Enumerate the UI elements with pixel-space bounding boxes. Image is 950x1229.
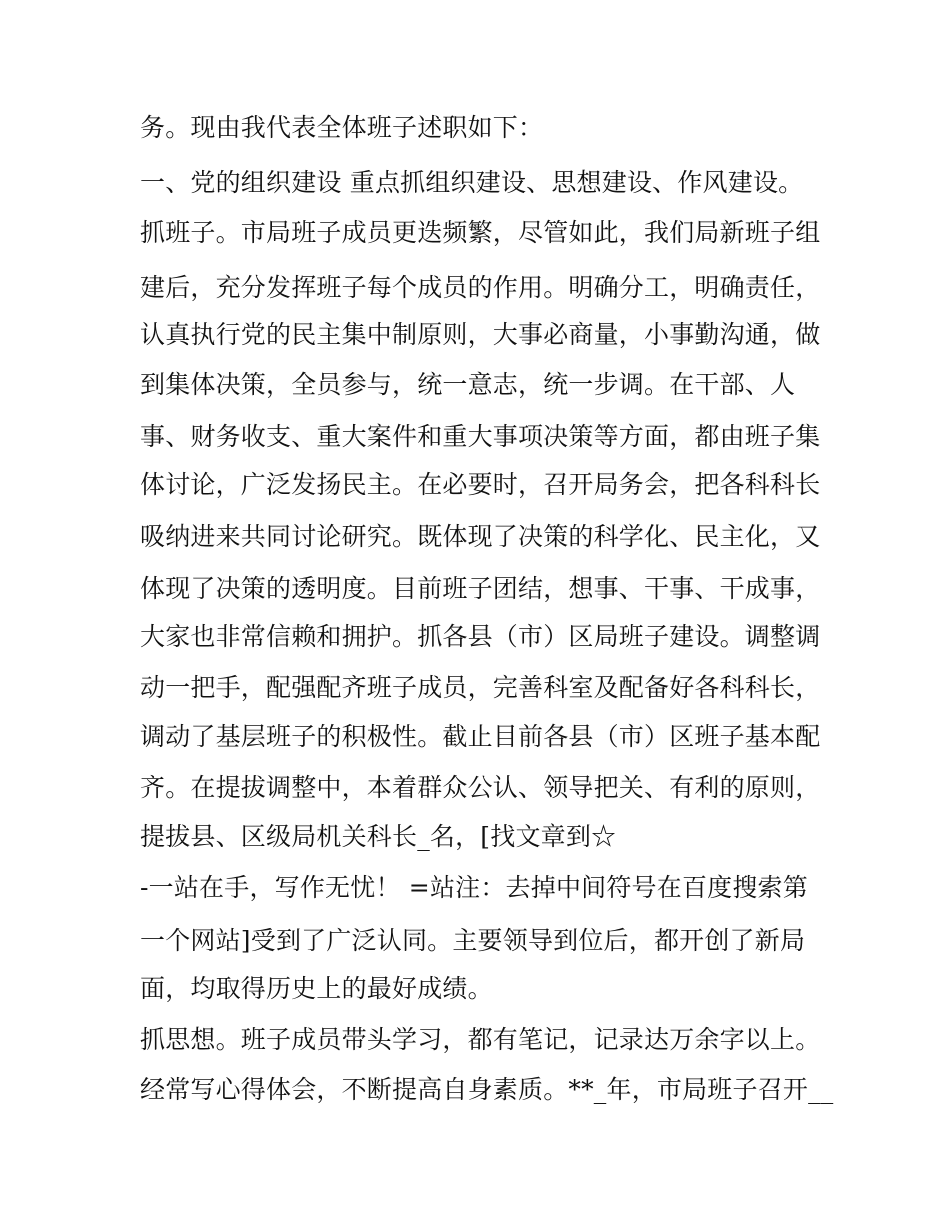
text-line: 经常写心得体会，不断提高自身素质。**_年，市局班子召开__ bbox=[140, 1075, 834, 1104]
text-line: 大家也非常信赖和拥护。抓各县（市）区局班子建设。调整调 bbox=[140, 622, 821, 651]
text-line: 务。现由我代表全体班子述职如下： bbox=[140, 113, 544, 142]
text-line: 事、财务收支、重大案件和重大事项决策等方面，都由班子集 bbox=[140, 422, 821, 451]
text-line: 抓班子。市局班子成员更迭频繁，尽管如此，我们局新班子组 bbox=[140, 218, 821, 247]
text-line: 调动了基层班子的积极性。截止目前各县（市）区班子基本配 bbox=[140, 722, 821, 751]
text-line: 一个网站]受到了广泛认同。主要领导到位后，都开创了新局 bbox=[140, 926, 806, 955]
text-line: 提拔县、区级局机关科长_名，[找文章到☆ bbox=[140, 822, 617, 851]
text-line: 吸纳进来共同讨论研究。既体现了决策的科学化、民主化，又 bbox=[140, 522, 821, 551]
text-line: 抓思想。班子成员带头学习，都有笔记，记录达万余字以上。 bbox=[140, 1025, 821, 1054]
text-line: 建后，充分发挥班子每个成员的作用。明确分工，明确责任， bbox=[140, 273, 821, 302]
text-line: 体现了决策的透明度。目前班子团结，想事、干事、干成事， bbox=[140, 574, 821, 603]
text-line: 齐。在提拔调整中，本着群众公认、领导把关、有利的原则， bbox=[140, 773, 821, 802]
text-line: 面，均取得历史上的最好成绩。 bbox=[140, 974, 493, 1003]
section-heading: 一、党的组织建设 重点抓组织建设、思想建设、作风建设。 bbox=[140, 168, 804, 197]
text-line: 体讨论，广泛发扬民主。在必要时，召开局务会，把各科科长 bbox=[140, 470, 821, 499]
text-line: -一站在手，写作无忧！ =站注：去掉中间符号在百度搜索第 bbox=[140, 873, 808, 902]
text-line: 认真执行党的民主集中制原则，大事必商量，小事勤沟通，做 bbox=[140, 320, 821, 349]
text-line: 动一把手，配强配齐班子成员，完善科室及配备好各科科长， bbox=[140, 673, 821, 702]
text-line: 到集体决策，全员参与，统一意志，统一步调。在干部、人 bbox=[140, 370, 796, 399]
